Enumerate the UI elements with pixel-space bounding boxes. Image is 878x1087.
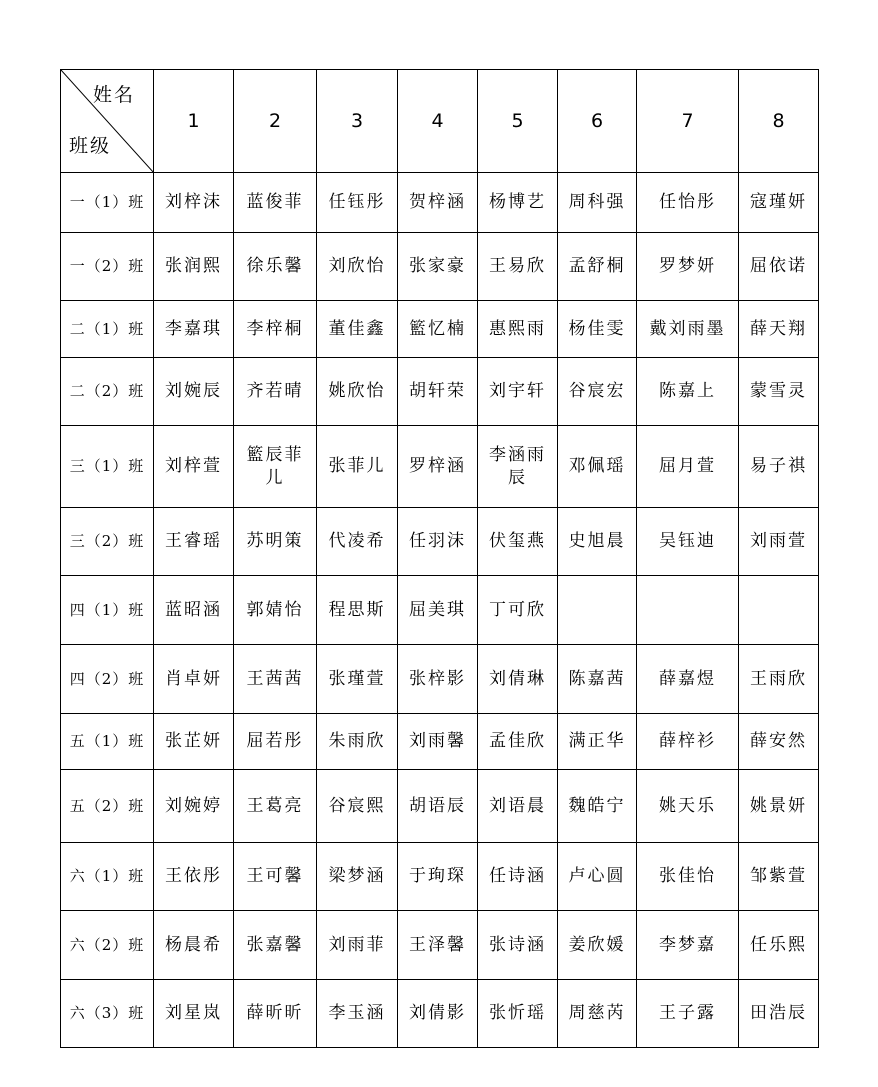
student-name-cell: 王依彤: [154, 843, 234, 911]
student-name-cell: 张佳怡: [637, 843, 739, 911]
student-name-cell: 张润熙: [154, 233, 234, 301]
student-name-cell: 谷宸熙: [317, 770, 398, 843]
student-name-cell: 刘欣怡: [317, 233, 398, 301]
table-row: [61, 173, 819, 233]
column-header: 5: [478, 70, 558, 173]
student-name-cell: 刘梓萱: [154, 426, 234, 508]
student-name-cell: 姚天乐: [637, 770, 739, 843]
student-name-cell: 李嘉琪: [154, 301, 234, 358]
student-name-cell: 薛昕昕: [234, 980, 317, 1048]
table-row: [61, 233, 819, 301]
student-name-cell: 田浩辰: [739, 980, 819, 1048]
student-name-cell: 王子露: [637, 980, 739, 1048]
student-name-cell: 任钰彤: [317, 173, 398, 233]
class-label-cell: 三（2）班: [61, 508, 154, 576]
column-header: 3: [317, 70, 398, 173]
student-name-cell: 籃辰菲儿: [234, 426, 317, 508]
student-name-cell: 刘倩影: [398, 980, 478, 1048]
student-name-cell: 姚景妍: [739, 770, 819, 843]
table-row: [61, 301, 819, 358]
student-name-cell: 代凌希: [317, 508, 398, 576]
header-corner-cell: [61, 70, 154, 173]
student-name-cell: 薛天翔: [739, 301, 819, 358]
student-name-cell: 张芷妍: [154, 714, 234, 770]
student-name-cell: 李涵雨辰: [478, 426, 558, 508]
student-name-cell: 籃忆楠: [398, 301, 478, 358]
student-name-cell: 刘星岚: [154, 980, 234, 1048]
column-header: 2: [234, 70, 317, 173]
student-name-cell: 周科强: [558, 173, 637, 233]
student-name-cell: 李玉涵: [317, 980, 398, 1048]
student-name-cell: 刘雨馨: [398, 714, 478, 770]
column-header: 7: [637, 70, 739, 173]
student-name-cell: 任诗涵: [478, 843, 558, 911]
student-name-cell: 卢心圆: [558, 843, 637, 911]
student-name-cell: 屈月萱: [637, 426, 739, 508]
student-name-cell: 杨佳雯: [558, 301, 637, 358]
student-name-cell: 陈嘉上: [637, 358, 739, 426]
student-name-cell: 王茜茜: [234, 645, 317, 714]
table-row: [61, 358, 819, 426]
student-name-cell: 孟佳欣: [478, 714, 558, 770]
student-name-cell: [558, 576, 637, 645]
student-name-cell: 薛安然: [739, 714, 819, 770]
student-name-cell: 任乐熙: [739, 911, 819, 980]
student-name-cell: 周慈芮: [558, 980, 637, 1048]
student-name-cell: 屈美琪: [398, 576, 478, 645]
student-name-cell: 罗梦妍: [637, 233, 739, 301]
student-name-cell: 蓝昭涵: [154, 576, 234, 645]
student-name-cell: 刘雨菲: [317, 911, 398, 980]
student-name-cell: 陈嘉茜: [558, 645, 637, 714]
student-name-cell: 伏玺燕: [478, 508, 558, 576]
student-name-cell: 刘宇轩: [478, 358, 558, 426]
student-name-cell: 史旭晨: [558, 508, 637, 576]
table-row: [61, 980, 819, 1048]
student-name-cell: 李梓桐: [234, 301, 317, 358]
student-name-cell: 张菲儿: [317, 426, 398, 508]
class-label-cell: 一（2）班: [61, 233, 154, 301]
column-header: 8: [739, 70, 819, 173]
class-label-cell: 五（2）班: [61, 770, 154, 843]
student-name-cell: 于珣琛: [398, 843, 478, 911]
student-name-cell: 屈依诺: [739, 233, 819, 301]
student-name-cell: 王葛亮: [234, 770, 317, 843]
class-label-cell: 六（1）班: [61, 843, 154, 911]
column-header: 4: [398, 70, 478, 173]
student-name-cell: [739, 576, 819, 645]
student-name-cell: 蒙雪灵: [739, 358, 819, 426]
table-row: [61, 770, 819, 843]
table-row: [61, 911, 819, 980]
student-name-cell: 姜欣媛: [558, 911, 637, 980]
column-header: 1: [154, 70, 234, 173]
class-label-cell: 三（1）班: [61, 426, 154, 508]
student-name-cell: 张嘉馨: [234, 911, 317, 980]
student-name-cell: 肖卓妍: [154, 645, 234, 714]
table-row: [61, 843, 819, 911]
student-name-cell: 邹紫萱: [739, 843, 819, 911]
student-name-cell: 寇瑾妍: [739, 173, 819, 233]
student-name-cell: 邓佩瑶: [558, 426, 637, 508]
table-row: [61, 645, 819, 714]
student-name-cell: 惠熙雨: [478, 301, 558, 358]
student-name-cell: 张忻瑶: [478, 980, 558, 1048]
class-label-cell: 五（1）班: [61, 714, 154, 770]
table-row: [61, 426, 819, 508]
corner-label-class: 班级: [69, 135, 112, 157]
student-name-cell: 张瑾萱: [317, 645, 398, 714]
student-name-cell: 刘语晨: [478, 770, 558, 843]
student-name-cell: 戴刘雨墨: [637, 301, 739, 358]
corner-label-name: 姓名: [92, 84, 135, 106]
student-name-cell: 刘倩琳: [478, 645, 558, 714]
student-name-cell: 蓝俊菲: [234, 173, 317, 233]
student-name-cell: 满正华: [558, 714, 637, 770]
student-name-cell: 刘梓沫: [154, 173, 234, 233]
column-header: 6: [558, 70, 637, 173]
student-name-cell: 谷宸宏: [558, 358, 637, 426]
class-label-cell: 一（1）班: [61, 173, 154, 233]
student-name-cell: 易子祺: [739, 426, 819, 508]
student-name-cell: 罗梓涵: [398, 426, 478, 508]
student-name-cell: 郭婧怡: [234, 576, 317, 645]
class-label-cell: 四（1）班: [61, 576, 154, 645]
student-name-cell: 孟舒桐: [558, 233, 637, 301]
student-name-cell: 张梓影: [398, 645, 478, 714]
student-name-cell: 屈若彤: [234, 714, 317, 770]
student-name-cell: 齐若晴: [234, 358, 317, 426]
student-name-cell: 王泽馨: [398, 911, 478, 980]
student-name-cell: 杨博艺: [478, 173, 558, 233]
student-name-cell: 程思斯: [317, 576, 398, 645]
student-name-cell: 胡语辰: [398, 770, 478, 843]
student-name-cell: [637, 576, 739, 645]
student-name-cell: 任羽沫: [398, 508, 478, 576]
class-label-cell: 二（1）班: [61, 301, 154, 358]
student-name-cell: 魏皓宁: [558, 770, 637, 843]
student-name-cell: 刘雨萱: [739, 508, 819, 576]
student-name-cell: 徐乐馨: [234, 233, 317, 301]
student-name-cell: 刘婉辰: [154, 358, 234, 426]
student-name-cell: 薛梓衫: [637, 714, 739, 770]
student-name-cell: 朱雨欣: [317, 714, 398, 770]
class-label-cell: 六（2）班: [61, 911, 154, 980]
student-name-cell: 薛嘉煜: [637, 645, 739, 714]
table-row: [61, 508, 819, 576]
student-name-cell: 张家豪: [398, 233, 478, 301]
student-name-cell: 王雨欣: [739, 645, 819, 714]
student-name-cell: 任怡彤: [637, 173, 739, 233]
student-name-cell: 李梦嘉: [637, 911, 739, 980]
class-label-cell: 六（3）班: [61, 980, 154, 1048]
table-row: [61, 576, 819, 645]
student-name-cell: 姚欣怡: [317, 358, 398, 426]
student-name-cell: 王可馨: [234, 843, 317, 911]
table-row: [61, 714, 819, 770]
student-name-cell: 胡轩荣: [398, 358, 478, 426]
student-name-cell: 王睿瑶: [154, 508, 234, 576]
student-name-cell: 董佳鑫: [317, 301, 398, 358]
roster-body: [61, 173, 819, 1048]
student-name-cell: 丁可欣: [478, 576, 558, 645]
student-name-cell: 苏明策: [234, 508, 317, 576]
student-name-cell: 吴钰迪: [637, 508, 739, 576]
student-name-cell: 张诗涵: [478, 911, 558, 980]
student-name-cell: 杨晨希: [154, 911, 234, 980]
header-row: [61, 70, 819, 173]
class-label-cell: 二（2）班: [61, 358, 154, 426]
student-name-cell: 梁梦涵: [317, 843, 398, 911]
student-name-cell: 贺梓涵: [398, 173, 478, 233]
class-label-cell: 四（2）班: [61, 645, 154, 714]
student-name-cell: 刘婉婷: [154, 770, 234, 843]
student-name-cell: 王易欣: [478, 233, 558, 301]
class-roster-table: [60, 69, 819, 1048]
